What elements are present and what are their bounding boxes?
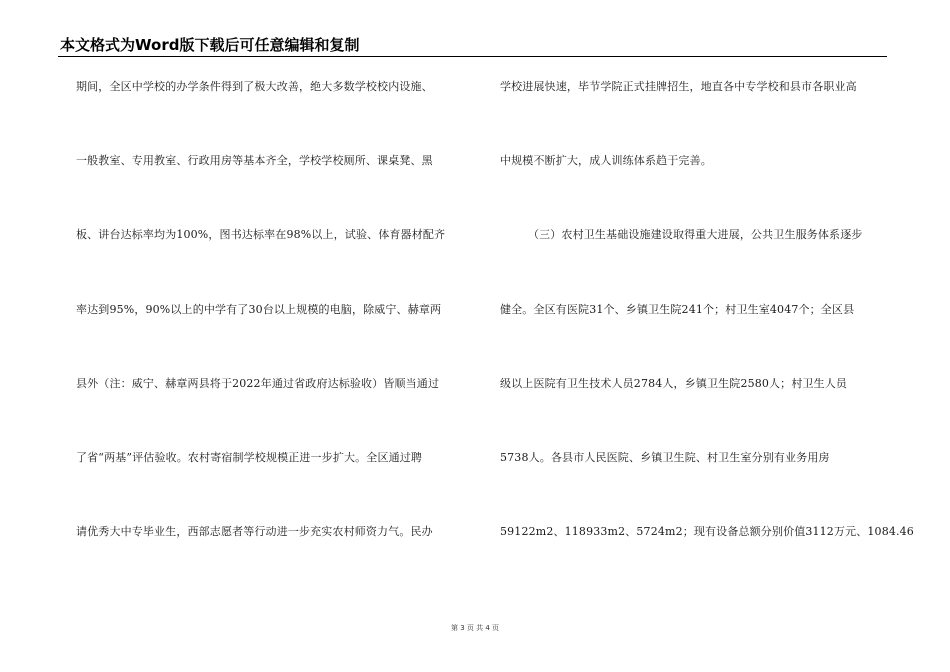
left-line-7: 请优秀大中专毕业生，西部志愿者等行动进一步充实农村师资力气。民办 [76, 525, 433, 539]
left-line-5: 县外（注：威宁、赫章两县将于2022年通过省政府达标验收）皆顺当通过 [76, 376, 440, 390]
right-line-1: 学校进展快速，毕节学院正式挂牌招生，地直各中专学校和县市各职业高 [500, 80, 857, 93]
header-divider [58, 56, 887, 57]
page-number-footer: 第 3 页 共 4 页 [450, 624, 500, 632]
document-header-title: 本文格式为Word版下载后可任意编辑和复制 [60, 36, 360, 54]
left-line-1: 期间，全区中学校的办学条件得到了极大改善，绝大多数学校校内设施、 [76, 80, 433, 93]
left-line-6: 了省“两基”评估验收。农村寄宿制学校规模正进一步扩大。全区通过聘 [76, 450, 423, 464]
right-line-5: 级以上医院有卫生技术人员2784人，乡镇卫生院2580人；村卫生人员 [500, 376, 848, 390]
left-line-2: 一般教室、专用教室、行政用房等基本齐全，学校学校厕所、课桌凳、黑 [76, 154, 433, 168]
right-line-6: 5738人。各县市人民医院、乡镇卫生院、村卫生室分别有业务用房 [500, 450, 830, 464]
right-line-2: 中规模不断扩大，成人训练体系趋于完善。 [500, 154, 712, 168]
right-text-column [500, 80, 914, 599]
left-line-3: 板、讲台达标率均为100%，图书达标率在98%以上，试验、体育器材配齐 [76, 228, 446, 242]
right-line-7: 59122m2、118933m2、5724m2；现有设备总额分别价值3112万元、1084.46 [500, 525, 914, 539]
left-line-4: 率达到95%，90%以上的中学有了30台以上规模的电脑，除威宁、赫章两 [76, 302, 442, 316]
left-text-column [76, 80, 472, 599]
right-line-4: 健全。全区有医院31个、乡镇卫生院241个；村卫生室4047个；全区县 [500, 302, 855, 316]
right-line-3: （三）农村卫生基础设施建设取得重大进展，公共卫生服务体系逐步 [528, 228, 863, 242]
